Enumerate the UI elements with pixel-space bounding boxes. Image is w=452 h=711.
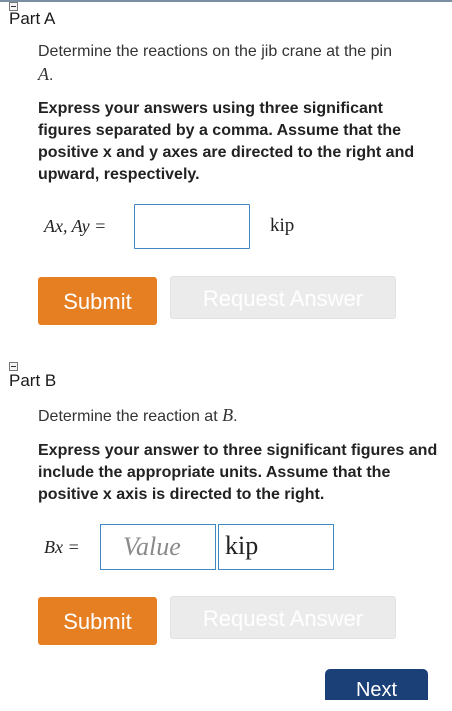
top-divider	[0, 0, 452, 2]
part-b-value-input[interactable]	[100, 524, 216, 570]
part-b-prompt-text: Determine the reaction at	[38, 408, 218, 425]
part-a-title: Part A	[9, 9, 56, 28]
part-b-prompt-var: B	[222, 405, 234, 425]
collapse-part-b-icon[interactable]	[9, 362, 18, 371]
part-a-request-answer-button[interactable]: Request Answer	[170, 276, 396, 319]
part-b-title: Part B	[9, 371, 57, 390]
part-a-instructions: Express your answers using three significant figures separated by a comma. Assume that the positive x and y axes are directed to the right and upward, respectively.	[38, 100, 415, 183]
part-b-prompt-end: .	[233, 408, 238, 425]
part-a-prompt	[38, 41, 428, 87]
part-a-prompt-text: Determine the reactions on the jib crane at the pin	[38, 43, 392, 60]
part-a-prompt-var: A	[38, 64, 49, 84]
part-a-answer-input[interactable]	[134, 204, 250, 249]
part-b-instructions: Express your answer to three significant figures and include the appropriate units. Assume that the positive x axis is directed to the right.	[38, 442, 438, 503]
part-b-submit-button[interactable]: Submit	[38, 597, 157, 645]
part-b-answer-label: Bx =	[44, 537, 80, 557]
part-b-prompt	[38, 404, 428, 428]
part-a-prompt-end: .	[49, 67, 54, 84]
part-a-submit-button[interactable]: Submit	[38, 277, 157, 325]
part-a-answer-label: Ax, Ay =	[44, 216, 107, 236]
next-button[interactable]: Next	[325, 669, 428, 700]
part-b-request-answer-button[interactable]: Request Answer	[170, 596, 396, 639]
part-a-unit: kip	[270, 215, 295, 236]
part-b-unit-field[interactable]: kip	[218, 524, 334, 570]
